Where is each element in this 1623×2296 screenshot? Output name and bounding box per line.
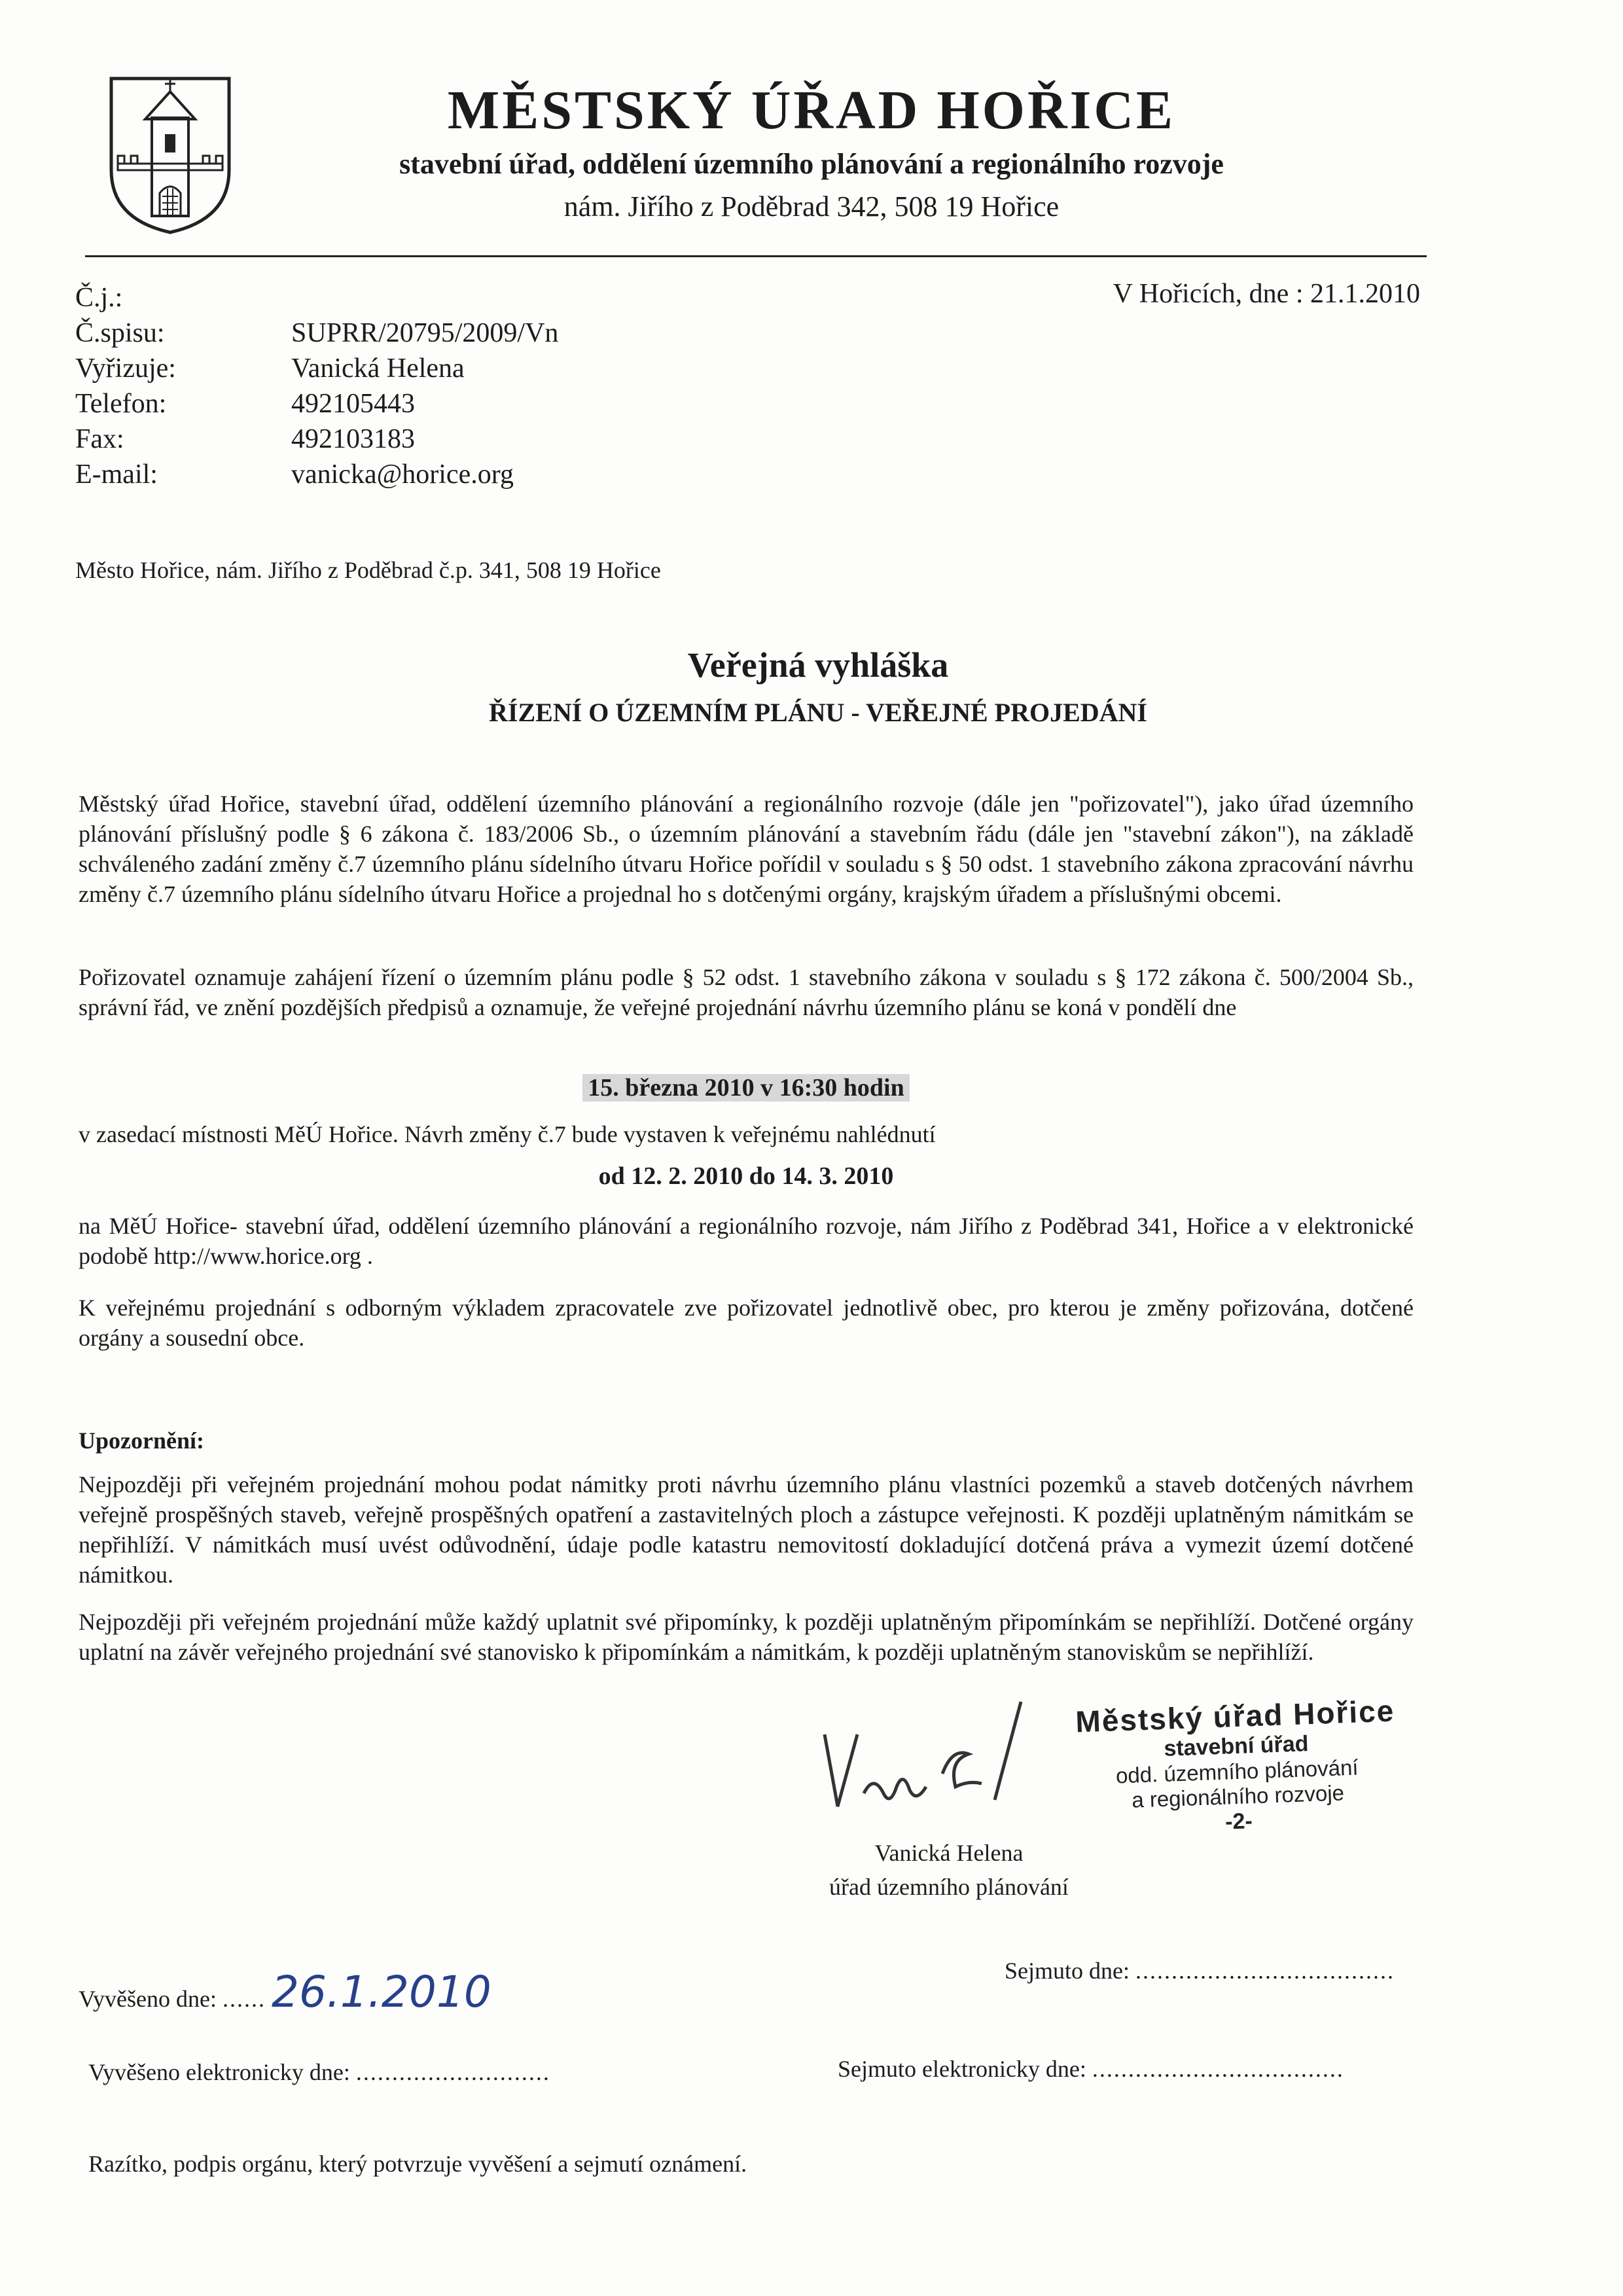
- warning-paragraph-2: Nejpozději při veřejném projednání může každý uplatnit své připomínky, k později uplatněným připomínkám se nepřihlíží. Dotčené orgány uplatní na závěr veřejného projednání své stanovisko k připomínkám a námitkám, k později uplatněným stanoviskům se nepřihlíží.: [79, 1609, 1414, 1665]
- department-subtitle: stavební úřad, oddělení územního plánování a regionálního rozvoje: [399, 148, 1224, 180]
- stamp-line-2: stavební úřad: [1163, 1731, 1310, 1761]
- signer-role: úřad územního plánování: [829, 1874, 1069, 1900]
- posted-electronic-row: [88, 2058, 550, 2086]
- body-paragraph-3: v zasedací místnosti MěÚ Hořice. Návrh změny č.7 bude vystaven k veřejnému nahlédnutí: [79, 1121, 936, 1147]
- email-value: vanicka@horice.org: [291, 459, 514, 490]
- notice-title: Veřejná vyhláška: [687, 645, 949, 685]
- posted-dots: ......: [222, 1986, 266, 2012]
- posted-electronic-dots: ...........................: [355, 2059, 550, 2085]
- removed-row: [1005, 1957, 1395, 1984]
- spis-label: Č.spisu:: [75, 318, 165, 348]
- office-address: nám. Jiřího z Poděbrad 342, 508 19 Hořice: [563, 190, 1060, 223]
- warning-heading: Upozornění:: [79, 1427, 204, 1454]
- cj-label: Č.j.:: [75, 283, 123, 313]
- vyrizuje-value: Vanická Helena: [291, 353, 465, 384]
- header-divider: [85, 255, 1427, 257]
- vyrizuje-label: Vyřizuje:: [75, 353, 176, 384]
- addressee: Město Hořice, nám. Jiřího z Poděbrad č.p. 341, 508 19 Hořice: [75, 557, 661, 583]
- office-stamp: [1039, 1692, 1436, 1842]
- warning-paragraph-1: Nejpozději při veřejném projednání mohou podat námitky proti návrhu územního plánu vlastníci pozemků a staveb dotčených návrhem veřejně prospěšných staveb, veřejně prospěšných opatření a zastavitelných ploch a zástupce veřejnosti. K později uplatněným námitkám se nepřihlíží. V námitkách musí uvést odůvodnění, údaje podle katastru nemovitostí dokladující dotčená práva a vymezit území dotčené námitkou.: [79, 1471, 1414, 1588]
- removed-label: Sejmuto dne:: [1005, 1958, 1130, 1984]
- posted-date-handwritten: 26.1.2010: [271, 1967, 491, 2017]
- telefon-value: 492105443: [291, 389, 415, 419]
- removed-electronic-dots: ...................................: [1092, 2056, 1344, 2082]
- body-paragraph-1: Městský úřad Hořice, stavební úřad, oddělení územního plánování a regionálního rozvoje (dále jen "pořizovatel"), jako úřad územního plánování příslušný podle § 6 zákona č. 183/2006 Sb., o územním plánování a stavebním řádu (dále jen "stavební zákon"), na základě schváleného zadání změny č.7 územního plánu sídelního útvaru Hořice pořídil v souladu s § 50 odst. 1 stavebního zákona zpracování návrhu změny č.7 územního plánu sídelního útvaru Hořice a projednal ho s dotčenými orgány, krajským úřadem a příslušnými obcemi.: [79, 791, 1414, 907]
- exhibit-period: od 12. 2. 2010 do 14. 3. 2010: [598, 1162, 894, 1190]
- fax-label: Fax:: [75, 424, 124, 454]
- spis-value: SUPRR/20795/2009/Vn: [291, 318, 559, 348]
- signature-icon: [812, 1695, 1047, 1826]
- posted-electronic-label: Vyvěšeno elektronicky dne:: [88, 2059, 350, 2085]
- signer-name: Vanická Helena: [874, 1840, 1024, 1866]
- removed-electronic-row: [838, 2055, 1344, 2083]
- posted-label: Vyvěšeno dne:: [79, 1986, 217, 2012]
- stamp-line-1: Městský úřad Hořice: [1075, 1693, 1396, 1739]
- reference-block: [75, 280, 558, 492]
- email-label: E-mail:: [75, 459, 158, 490]
- removed-electronic-label: Sejmuto elektronicky dne:: [838, 2056, 1086, 2082]
- posted-row: [79, 1967, 491, 2017]
- body-paragraph-2: Pořizovatel oznamuje zahájení řízení o územním plánu podle § 52 odst. 1 stavebního zákona v souladu s § 172 zákona č. 500/2004 Sb., správní řád, ve znění pozdějších předpisů a oznamuje, že veřejné projednání návrhu územního plánu se koná v pondělí dne: [79, 964, 1414, 1020]
- stamp-line-3: odd. územního plánování: [1115, 1755, 1359, 1788]
- stamp-line-4: a regionálního rozvoje: [1131, 1780, 1345, 1812]
- fax-value: 492103183: [291, 424, 415, 454]
- stamp-line-5: -2-: [1224, 1808, 1253, 1835]
- meeting-date: [79, 1073, 1414, 1102]
- body-paragraph-4: na MěÚ Hořice- stavební úřad, oddělení územního plánování a regionálního rozvoje, nám Jiřího z Poděbrad 341, Hořice a v elektronické podobě http://www.horice.org .: [79, 1213, 1414, 1269]
- meeting-date-text: 15. března 2010 v 16:30 hodin: [582, 1074, 909, 1102]
- office-title: MĚSTSKÝ ÚŘAD HOŘICE: [447, 80, 1176, 141]
- removed-dots: ....................................: [1135, 1958, 1395, 1984]
- coat-of-arms-icon: [105, 72, 236, 236]
- footer-note: Razítko, podpis orgánu, který potvrzuje vyvěšení a sejmutí oznámení.: [88, 2151, 747, 2177]
- notice-subtitle: ŘÍZENÍ O ÚZEMNÍM PLÁNU - VEŘEJNÉ PROJEDÁNÍ: [489, 698, 1147, 727]
- body-paragraph-5: K veřejnému projednání s odborným výkladem zpracovatele zve pořizovatel jednotlivě obec, pro kterou je změny pořizována, dotčené orgány a sousední obce.: [79, 1295, 1414, 1351]
- document-date: V Hořicích, dne : 21.1.2010: [1113, 279, 1420, 309]
- telefon-label: Telefon:: [75, 389, 167, 419]
